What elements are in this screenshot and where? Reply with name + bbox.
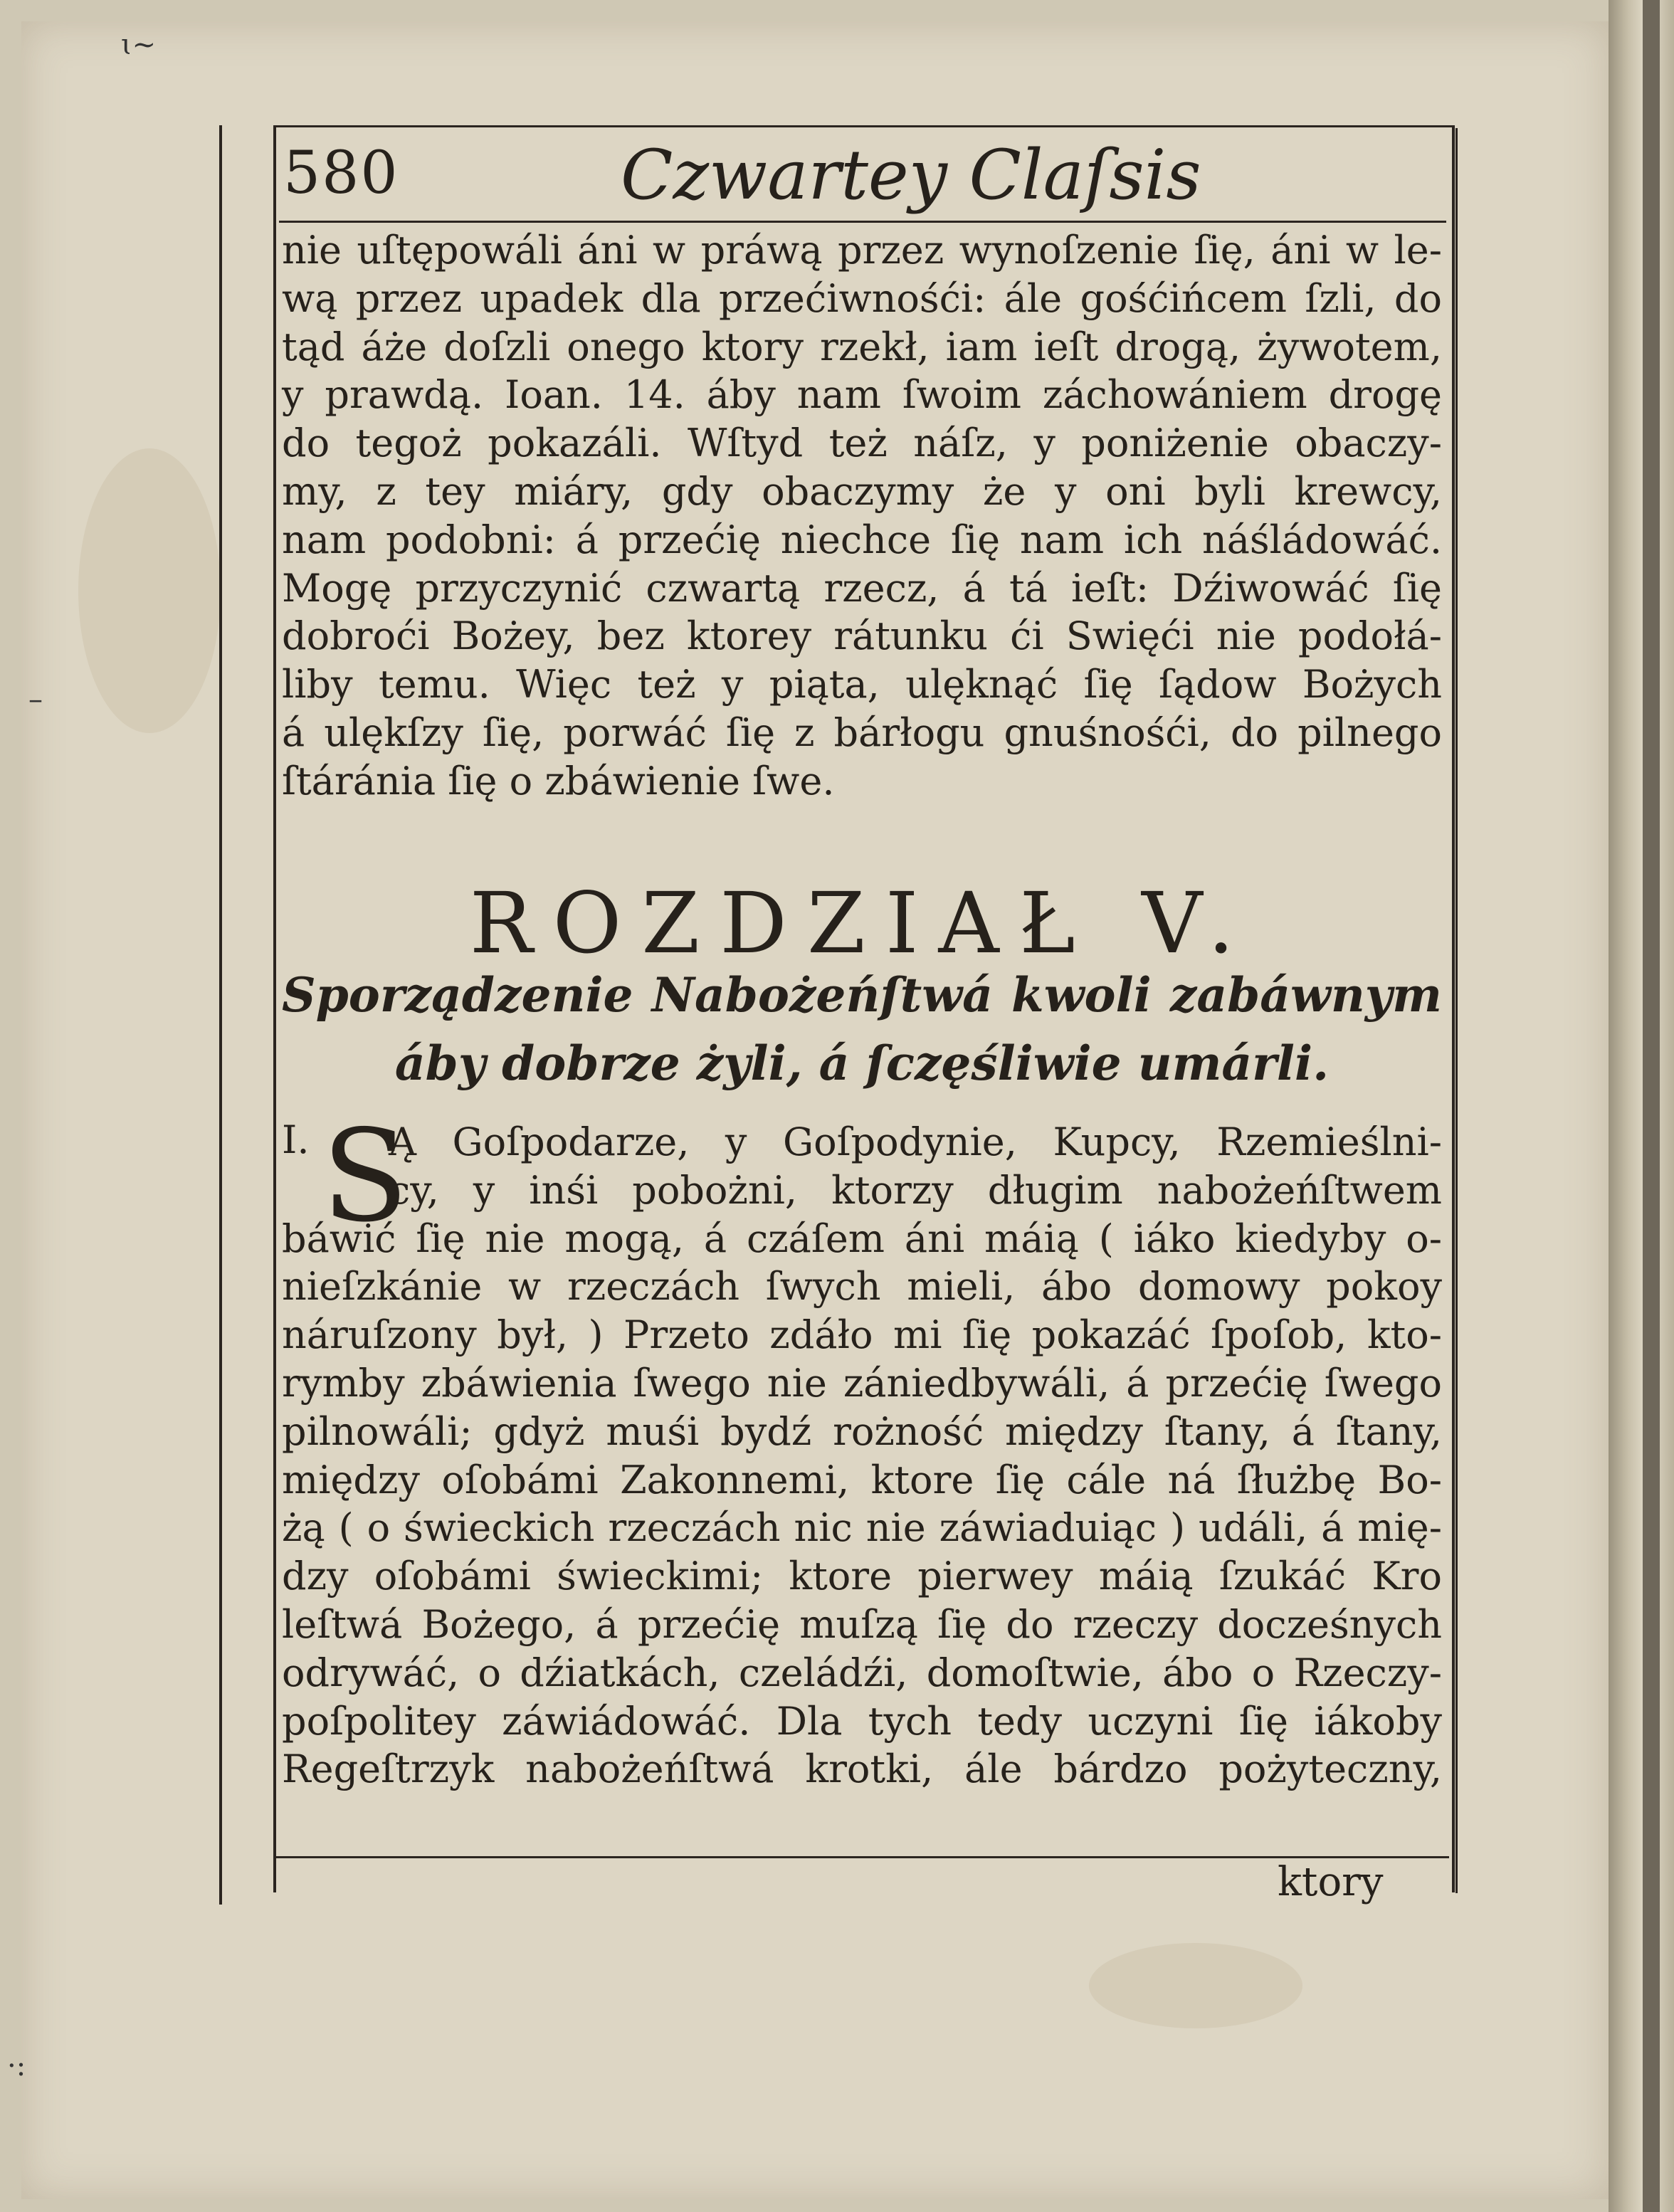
- text-line: my, z tey miáry, gdy obaczymy że y oni byli krewcy,: [282, 468, 1442, 514]
- running-title: Czwartey Claſsis: [621, 135, 1201, 215]
- text-line: poſpolitey záwiádowáć. Dla tych tedy uczyni ſię iákoby: [282, 1698, 1442, 1744]
- book-spine: [1609, 0, 1674, 2212]
- text-line: leſtwá Bożego, á przećię muſzą ſię do rzeczy docześnych: [282, 1601, 1442, 1647]
- text-line: ſtáránia ſię o zbáwienie ſwe.: [282, 758, 835, 804]
- text-line: y prawdą. Ioan. 14. áby nam ſwoim záchowániem drogę: [282, 372, 1442, 418]
- outer-rule-right: [1455, 128, 1458, 1893]
- text-line: nam podobni: á przećię niechce ſię nam ich náśládowáć.: [282, 517, 1442, 562]
- text-line: nieſzkánie w rzeczách ſwych mieli, ábo domowy pokoy: [282, 1264, 1442, 1310]
- text-line: rymby zbáwienia ſwego nie zániedbywáli, á przećię ſwego: [282, 1360, 1442, 1406]
- text-line: báwić ſię nie mogą, á czáſem áni máią ( iáko kiedyby o-: [282, 1216, 1442, 1261]
- margin-dots: ·:: [7, 2050, 26, 2082]
- text-line: Mogę przyczynić czwartą rzecz, á tá ieſt: Dźiwowáć ſię: [282, 565, 1442, 611]
- text-line: żą ( o świeckich rzeczách nic nie záwiaduiąc ) událi, á mię-: [282, 1505, 1442, 1551]
- text-line: do tegoż pokazáli. Wſtyd też náſz, y poniżenie obaczy-: [282, 421, 1442, 466]
- text-line: dzy oſobámi świeckimi; ktore pierwey máią ſzukáć Kro: [282, 1554, 1442, 1599]
- margin-dash: –: [28, 683, 43, 716]
- paragraph-numeral: I.: [282, 1117, 310, 1162]
- text-line: cy, y inśi pobożni, ktorzy długim nabożeńſtwem: [389, 1167, 1442, 1213]
- paragraph-continuation: [282, 226, 1442, 806]
- text-line: wą przez upadek dla przećiwnośći: ále gośćińcem ſzli, do: [282, 275, 1442, 321]
- text-line: pilnowáli; gdyż muśi bydź rożność między ſtany, á ſtany,: [282, 1408, 1442, 1454]
- text-line: á ulękſzy ſię, porwáć ſię z bárłogu gnuśnośći, do pilnego: [282, 710, 1442, 755]
- outer-rule-left: [219, 125, 222, 1905]
- drop-capital: S: [322, 1102, 409, 1250]
- paper-stain: [1089, 1943, 1302, 2028]
- chapter-heading: ROZDZIAŁ V.: [469, 874, 1255, 972]
- chapter-subtitle: [282, 961, 1442, 1097]
- text-line: nie uſtępowáli áni w práwą przez wynoſzenie ſię, áni w le-: [282, 228, 1442, 273]
- text-line: liby temu. Więc też y piąta, ulęknąć ſię ſądow Bożych: [282, 662, 1442, 707]
- text-line: dobroći Bożey, bez ktorey rátunku ći Swięći nie podołá-: [282, 613, 1442, 659]
- text-line: między oſobámi Zakonnemi, ktore ſię cále ná ſłużbę Bo-: [282, 1457, 1442, 1502]
- text-line: tąd áże doſzli onego ktory rzekł, iam ieſt drogą, żywotem,: [282, 324, 1442, 369]
- catchword: ktory: [1278, 1859, 1384, 1905]
- subtitle-line: Sporządzenie Nabożeńſtwá kwoli zabáwnym: [282, 967, 1442, 1023]
- margin-mark: ɩ~: [121, 28, 157, 61]
- text-line: odrywáć, o dźiatkách, czeládźi, domoſtwie, ábo o Rzeczy-: [282, 1650, 1442, 1695]
- spine-edge: [1643, 0, 1660, 2212]
- frame-bottom-rule: [273, 1856, 1449, 1858]
- page-header: [279, 135, 1446, 223]
- paragraph-main: [282, 1102, 1442, 1793]
- text-line: Ą Goſpodarze, y Goſpodynie, Kupcy, Rzemieślni-: [389, 1120, 1442, 1164]
- paper-stain: [78, 448, 221, 733]
- subtitle-line: áby dobrze żyli, á ſczęśliwie umárli.: [394, 1036, 1330, 1091]
- text-line: náruſzony był, ) Przeto zdáło mi ſię pokazáć ſpoſob, kto-: [282, 1312, 1442, 1358]
- text-line: Regeſtrzyk nabożeńſtwá krotki, ále bárdzo pożyteczny,: [282, 1747, 1442, 1792]
- page-number: 580: [283, 139, 399, 207]
